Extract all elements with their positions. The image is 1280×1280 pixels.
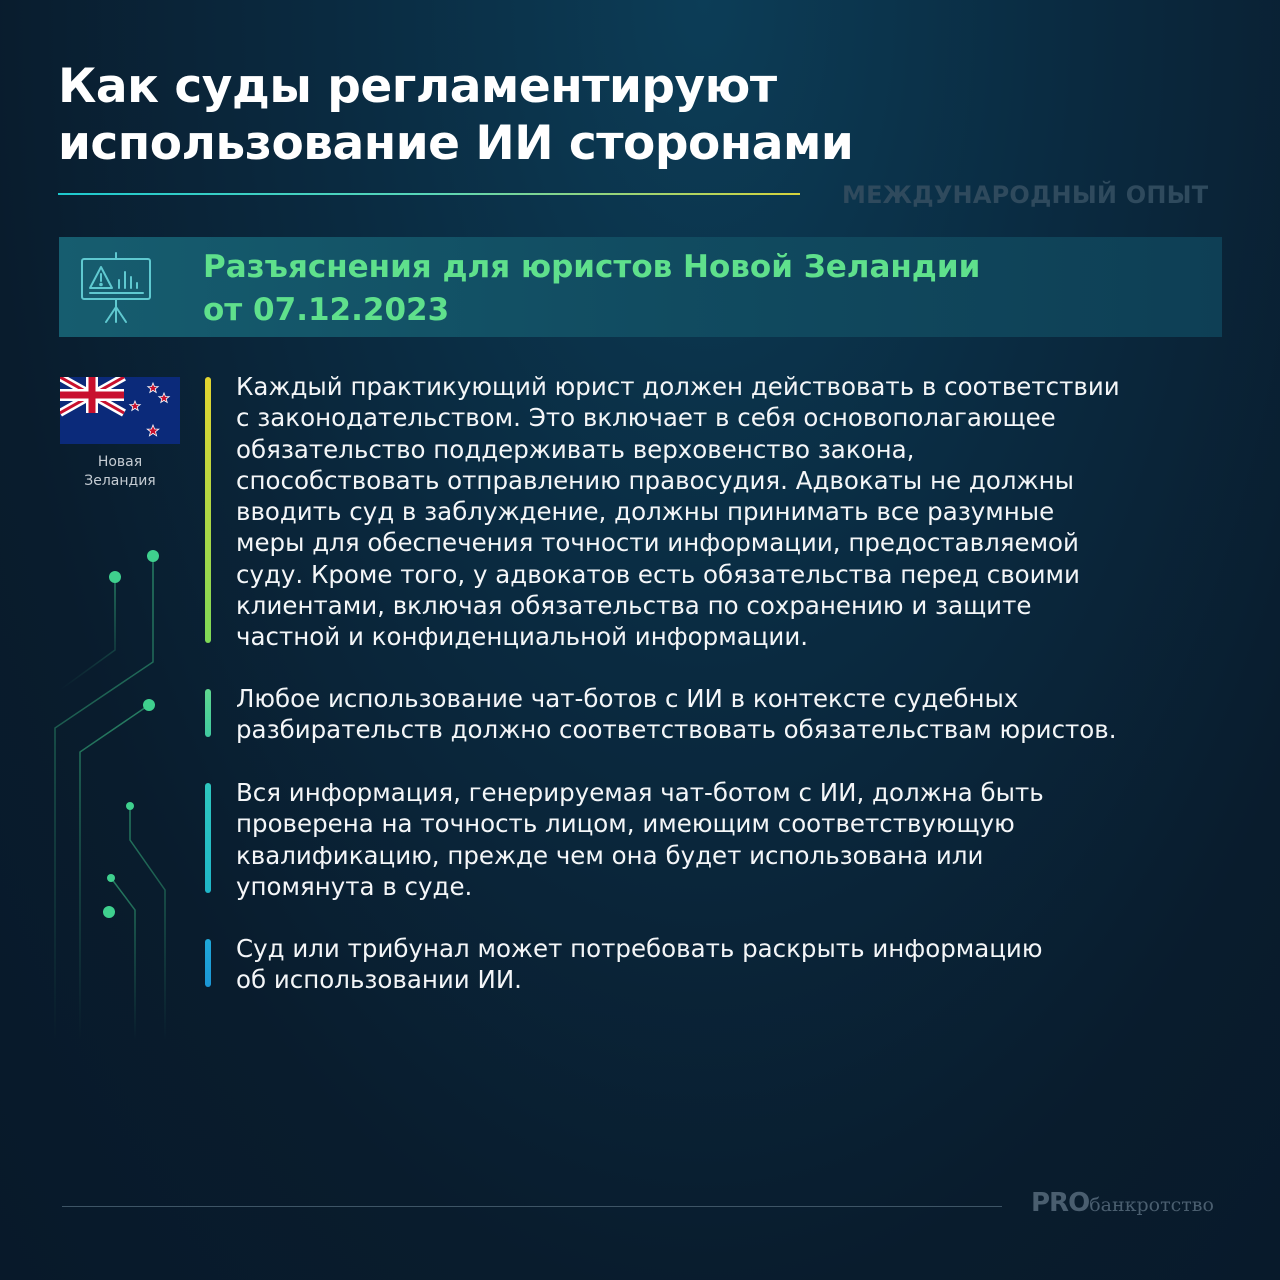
page-title-line-2: использование ИИ сторонами	[58, 116, 854, 171]
page-title	[58, 58, 1058, 172]
list-item-text: Каждый практикующий юрист должен действовать в соответствии с законодательством. Это включает в себя основополагающее обязательство поддерживать верховенство закона, способствовать отправлению правосудия. Адвокаты не должны вводить суд в заблуждение, должны принимать все разумные меры для обеспечения точности информации, предоставляемой суду. Кроме того, у адвокатов есть обязательства перед своими клиентами, включая обязательства по сохранению и защите частной и конфиденциальной информации.	[236, 372, 1120, 652]
country-label-line-1: Новая	[97, 454, 143, 470]
section-title-line-1: Разъяснения для юристов Новой Зеландии	[203, 249, 981, 285]
list-item-text: Любое использование чат-ботов с ИИ в контексте судебных разбирательств должно соответствовать обязательствам юристов.	[236, 684, 1117, 745]
list-item-accent-bar	[205, 689, 211, 737]
list-item-text: Суд или трибунал может потребовать раскрыть информацию об использовании ИИ.	[236, 934, 1043, 995]
list-item	[205, 777, 1165, 902]
footer-divider	[62, 1206, 1002, 1207]
list-item-accent-bar	[205, 939, 211, 987]
list-item	[205, 371, 1165, 653]
section-subtitle: МЕЖДУНАРОДНЫЙ ОПЫТ	[842, 181, 1209, 209]
brand-logo-text: банкротство	[1089, 1194, 1214, 1216]
country-label	[60, 453, 180, 491]
presentation-warning-icon	[79, 250, 153, 326]
list-item-accent-bar	[205, 377, 211, 643]
page-title-line-1: Как суды регламентируют	[58, 59, 777, 114]
list-item	[205, 683, 1165, 746]
list-item-text: Вся информация, генерируемая чат-ботом с ИИ, должна быть проверена на точность лицом, имеющим соответствующую квалификацию, прежде чем она будет использована или упомянута в суде.	[236, 778, 1044, 901]
brand-logo-pro: PRO	[1031, 1188, 1090, 1218]
title-underline	[58, 193, 800, 195]
section-title	[203, 246, 980, 332]
country-label-line-2: Зеландия	[84, 473, 156, 489]
section-title-line-2: от 07.12.2023	[203, 292, 450, 328]
brand-logo	[1031, 1188, 1214, 1218]
list-item	[205, 933, 1165, 996]
circuit-decoration	[40, 540, 190, 1040]
new-zealand-flag-icon	[60, 377, 180, 444]
list-item-accent-bar	[205, 783, 211, 893]
